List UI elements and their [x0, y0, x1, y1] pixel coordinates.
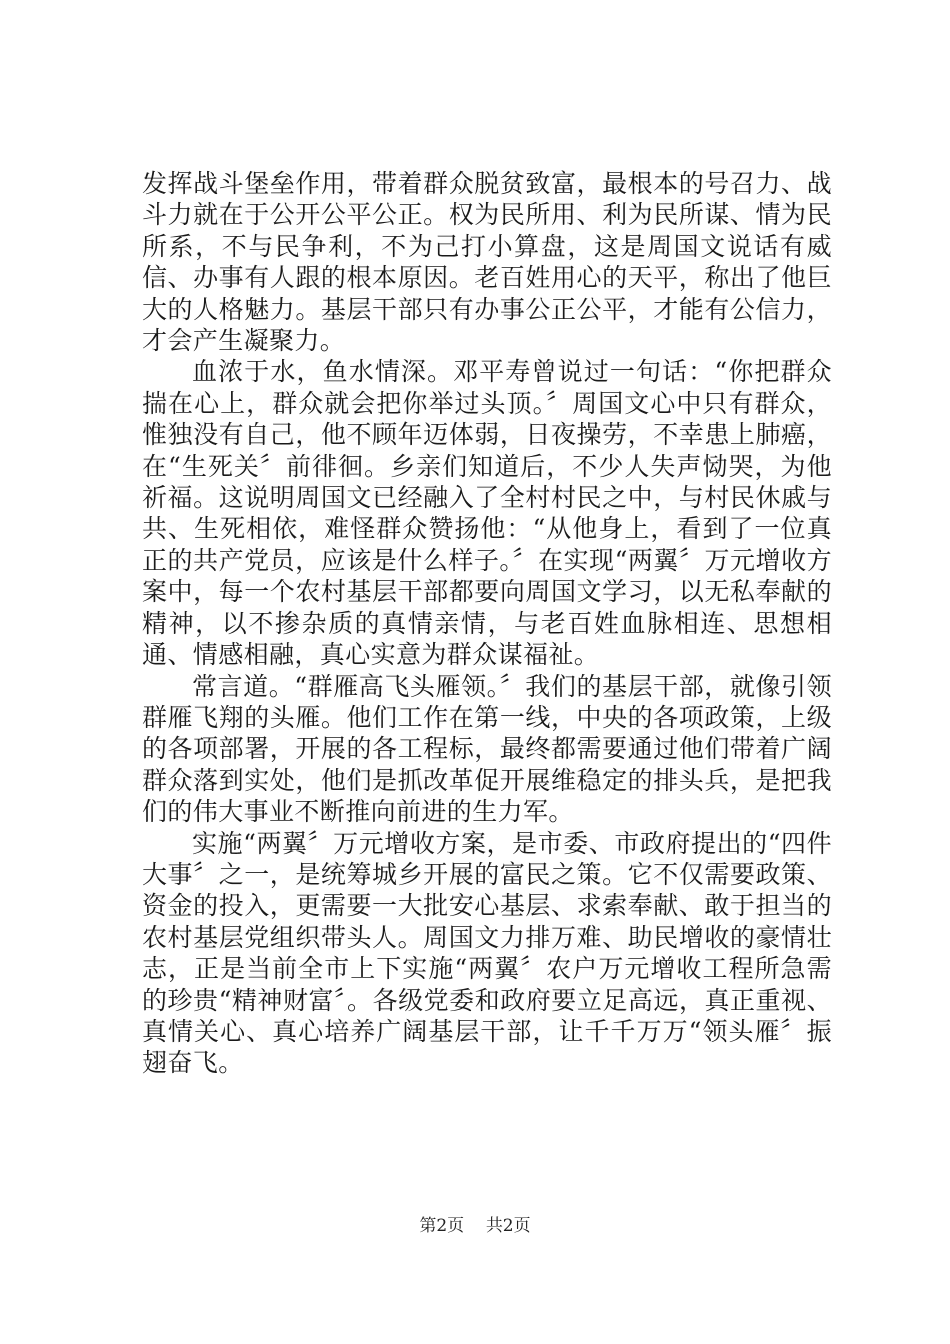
page-total: 共2页: [485, 1216, 531, 1236]
footer-separator: [470, 1216, 481, 1236]
paragraph-4: 实施“两翼〞万元增收方案，是市委、市政府提出的“四件大事〞之一，是统筹城乡开展的富民之策。它不仅需要政策、资金的投入，更需要一大批安心基层、求索奉献、敢于担当的农村基层党组织带头人。周国文力排万难、助民增收的豪情壮志，正是当前全市上下实施“两翼〞农户万元增收工程所急需的珍贵“精神财富〞。各级党委和政府要立足高远，真正重视、真情关心、真心培养广阔基层干部，让千千万万“领头雁〞振翅奋飞。: [142, 828, 832, 1078]
page-number: 第2页: [419, 1216, 465, 1236]
document-body: [142, 168, 832, 1079]
paragraph-2: 血浓于水，鱼水情深。邓平寿曾说过一句话：“你把群众揣在心上，群众就会把你举过头顶。〞周国文心中只有群众，惟独没有自己，他不顾年迈体弱，日夜操劳，不幸患上肺癌，在“生死关〞前徘徊。乡亲们知道后，不少人失声恸哭，为他祈福。这说明周国文已经融入了全村村民之中，与村民休戚与共、生死相依，难怪群众赞扬他：“从他身上，看到了一位真正的共产党员，应该是什么样子。〞在实现“两翼〞万元增收方案中，每一个农村基层干部都要向周国文学习，以无私奉献的精神，以不掺杂质的真情亲情，与老百姓血脉相连、思想相通、情感相融，真心实意为群众谋福祉。: [142, 357, 832, 670]
paragraph-3: 常言道。“群雁高飞头雁领。〞我们的基层干部，就像引领群雁飞翔的头雁。他们工作在第一线，中央的各项政策，上级的各项部署，开展的各工程标，最终都需要通过他们带着广阔群众落到实处，他们是抓改革促开展维稳定的排头兵，是把我们的伟大事业不断推向前进的生力军。: [142, 671, 832, 827]
paragraph-1: 发挥战斗堡垒作用，带着群众脱贫致富，最根本的号召力、战斗力就在于公开公平公正。权为民所用、利为民所谋、情为民所系，不与民争利，不为己打小算盘，这是周国文说话有威信、办事有人跟的根本原因。老百姓用心的天平，称出了他巨大的人格魅力。基层干部只有办事公正公平，才能有公信力，才会产生凝聚力。: [142, 169, 832, 356]
page-footer: [0, 1215, 950, 1237]
